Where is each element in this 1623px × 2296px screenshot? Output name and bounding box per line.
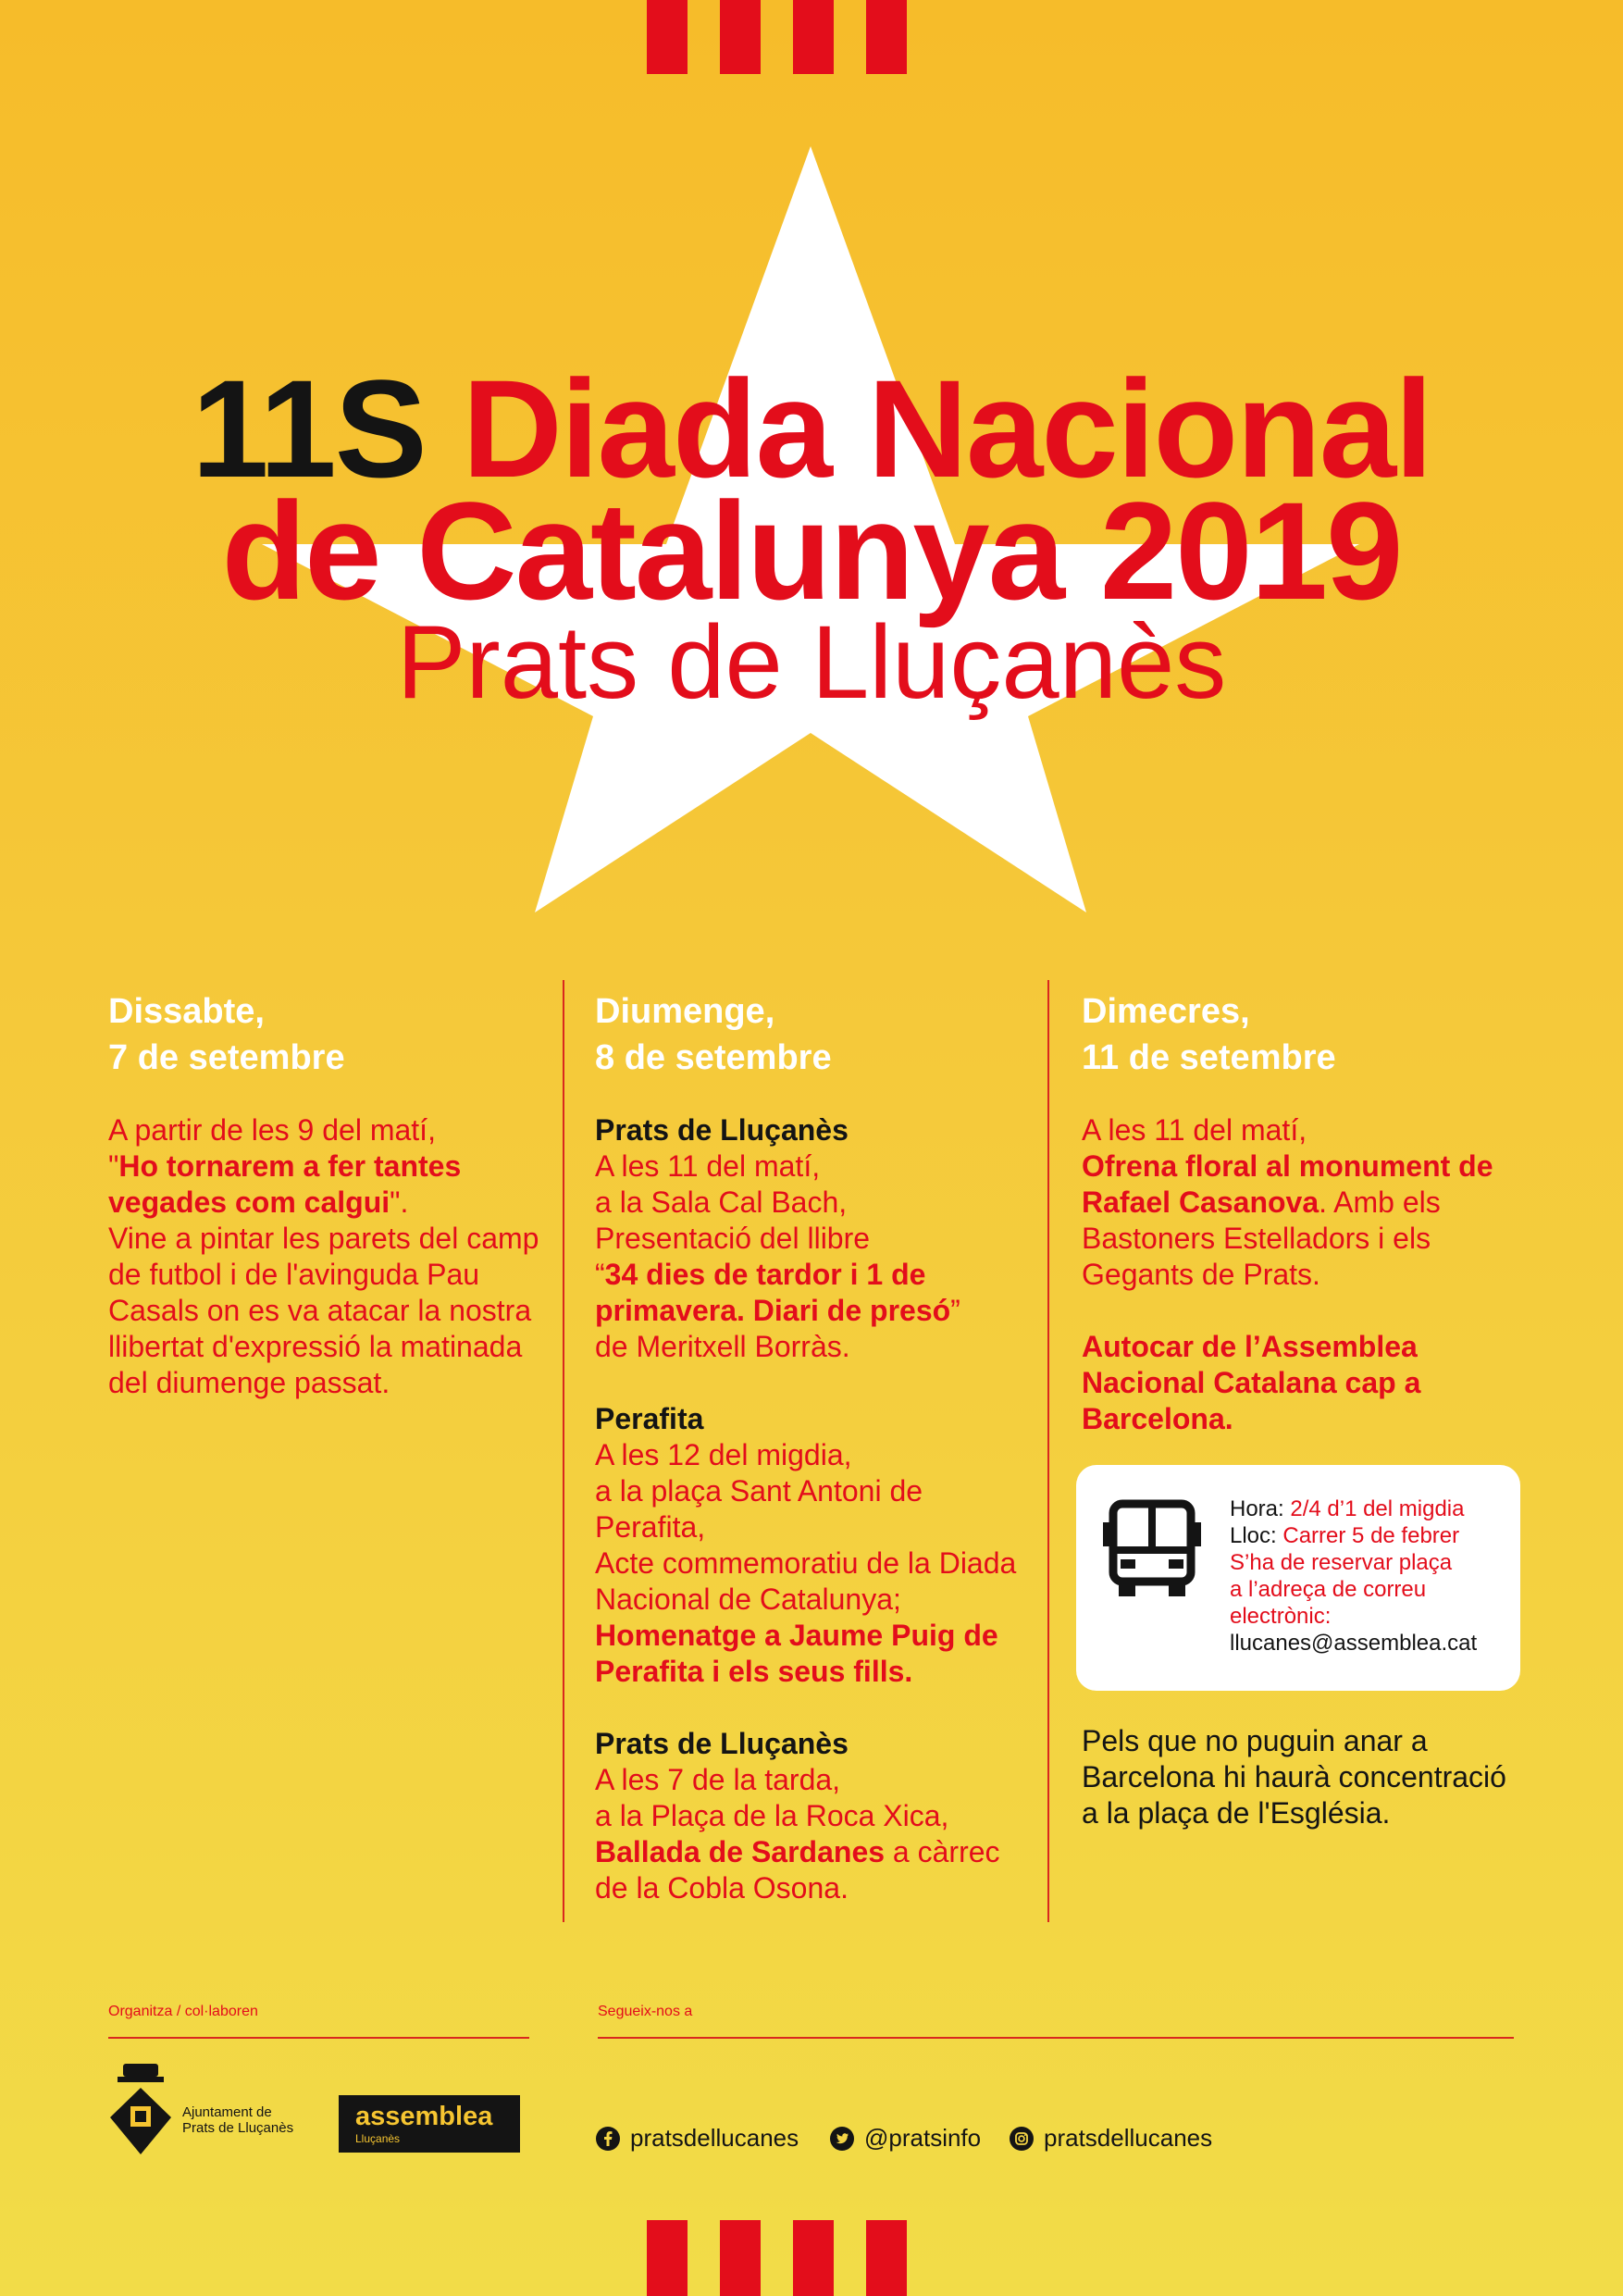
event-text: A les 11 del matí, Ofrena floral al monument de Rafael Casanova. Amb els Bastoners Estelladors i els Gegants de Prats.: [1082, 1113, 1493, 1291]
event-place: Prats de Lluçanès: [595, 1727, 849, 1760]
bus-info-card: [1076, 1465, 1520, 1691]
event-date: Dimecres, 11 de setembre: [1082, 992, 1336, 1077]
event-block: Perafita A les 12 del migdia, a la plaça Sant Antoni de Perafita, Acte commemoratiu de la Diada Nacional de Catalunya; Homenatge a Jaume Puig de Perafita i els seus fills.: [595, 1402, 1017, 1688]
ajuntament-name: Ajuntament de Prats de Lluçanès: [182, 2104, 294, 2136]
assemblea-logo: assemblea Lluçanès: [339, 2095, 520, 2153]
book-title: 34 dies de tardor i 1 de primavera. Diari de presó: [595, 1258, 951, 1327]
organize-label: Organitza / col·laboren: [108, 2004, 258, 2019]
event-column-saturday: [108, 988, 552, 1401]
ajuntament-logo: [108, 2060, 312, 2160]
bus-icon: [1100, 1498, 1204, 1602]
social-twitter[interactable]: @pratsinfo: [829, 2124, 981, 2153]
twitter-icon: [829, 2126, 855, 2152]
event-place: Perafita: [595, 1402, 704, 1435]
coat-of-arms-icon: [108, 2060, 173, 2160]
instagram-icon: [1009, 2126, 1035, 2152]
event-date: Diumenge, 8 de setembre: [595, 992, 832, 1077]
event-title: Ofrena floral al monument de Rafael Casanova: [1082, 1149, 1493, 1219]
event-text: A partir de les 9 del matí, "Ho tornarem a fer tantes vegades com calgui". Vine a pintar les parets del camp de futbol i de l'avinguda Pau Casals on es va atacar la nostra llibertat d'expressió la matinada del diumenge passat.: [108, 1113, 539, 1399]
social-instagram[interactable]: pratsdellucanes: [1009, 2124, 1212, 2153]
social-facebook[interactable]: pratsdellucanes: [595, 2124, 799, 2153]
bus-announcement: Autocar de l’Assemblea Nacional Catalana cap a Barcelona.: [1082, 1330, 1421, 1435]
event-block: Prats de Lluçanès A les 11 del matí, a la Sala Cal Bach, Presentació del llibre “34 dies de tardor i 1 de primavera. Diari de presó” de Meritxell Borràs.: [595, 1113, 960, 1363]
title-tag: 11S: [192, 351, 426, 506]
subtitle-town: Prats de Lluçanès: [396, 604, 1227, 720]
facebook-icon: [595, 2126, 621, 2152]
column-divider: [1047, 980, 1049, 1922]
event-block: Prats de Lluçanès A les 7 de la tarda, a la Plaça de la Roca Xica, Ballada de Sardanes a càrrec de la Cobla Osona.: [595, 1727, 1000, 1905]
event-date: Dissabte, 7 de setembre: [108, 992, 345, 1077]
event-title: Ballada de Sardanes: [595, 1835, 886, 1868]
event-title: Ho tornarem a fer tantes vegades com calgui: [108, 1149, 462, 1219]
follow-label: Segueix-nos a: [598, 2004, 693, 2019]
event-column-sunday: [595, 988, 1039, 1906]
event-column-wednesday: [1082, 988, 1526, 1437]
main-title-line2: de Catalunya 2019: [221, 473, 1402, 628]
senyera-stripes-bottom: [647, 2220, 907, 2296]
event-title: Homenatge a Jaume Puig de Perafita i els seus fills.: [595, 1619, 998, 1688]
bus-time: 2/4 d’1 del migdia: [1290, 1496, 1465, 1521]
event-place: Prats de Lluçanès: [595, 1113, 849, 1147]
title-diada: Diada Nacional: [462, 351, 1431, 506]
email-address[interactable]: llucanes@assemblea.cat: [1230, 1631, 1478, 1656]
footer-divider: [108, 2037, 529, 2039]
footer-divider: [598, 2037, 1514, 2039]
bus-place: Carrer 5 de febrer: [1282, 1523, 1460, 1548]
concentration-note: Pels que no puguin anar a Barcelona hi haurà concentració a la plaça de l'Església.: [1082, 1724, 1506, 1830]
column-divider: [563, 980, 564, 1922]
bus-details: Hora: 2/4 d’1 del migdia Lloc: Carrer 5 de febrer S’ha de reservar plaça a l’adreça de correu electrònic: llucanes@assemblea.cat: [1230, 1496, 1507, 1657]
